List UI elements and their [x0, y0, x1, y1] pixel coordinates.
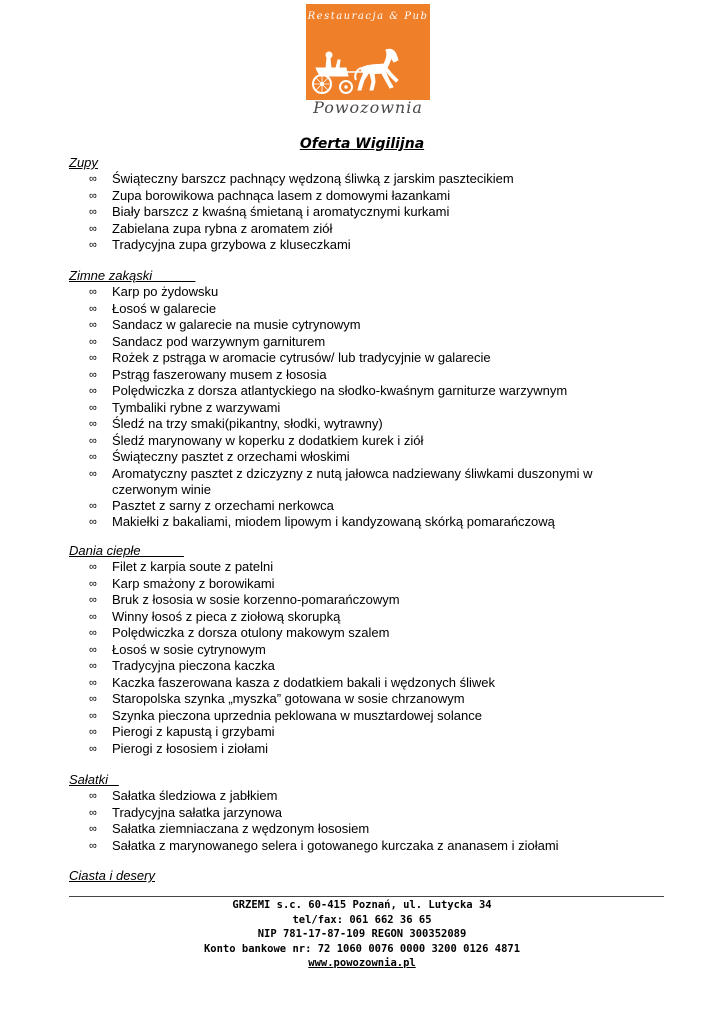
list-item: ∞ Świąteczny barszcz pachnący wędzoną śliwką z jarskim pasztecikiem	[89, 171, 514, 186]
list-item: ∞ Makiełki z bakaliami, miodem lipowym i kandyzowaną skórką pomarańczową	[89, 514, 555, 529]
list-item: ∞ Pierogi z łososiem i ziołami	[89, 740, 269, 756]
list-item: ∞ Tradycyjna pieczona kaczka	[89, 658, 275, 673]
page-title: Oferta Wigilijna	[299, 136, 425, 152]
infinity-bullet-icon: ∞	[89, 189, 97, 202]
infinity-bullet-icon: ∞	[89, 742, 97, 755]
infinity-bullet-icon: ∞	[89, 467, 97, 480]
section-list-dania-cieple	[0, 559, 724, 757]
list-item: ∞ Polędwiczka z dorsza atlantyckiego na słodko-kwaśnym garniturze warzywnym	[89, 383, 568, 398]
section-title-zupy: Zupy	[69, 155, 98, 170]
infinity-bullet-icon: ∞	[89, 401, 97, 414]
infinity-bullet-icon: ∞	[89, 451, 97, 463]
list-item: ∞ Sałatka śledziowa z jabłkiem	[89, 788, 278, 803]
infinity-bullet-icon: ∞	[89, 516, 97, 528]
footer-address: GRZEMI s.c. 60-415 Poznań, ul. Lutycka 34	[232, 899, 492, 911]
list-item: ∞ Tradycyjna zupa grzybowa z kluseczkami	[89, 237, 351, 252]
list-item: ∞ Śledź na trzy smaki(pikantny, słodki, wytrawny)	[89, 416, 383, 431]
list-item: ∞ Świąteczny pasztet z orzechami włoskimi	[89, 449, 350, 464]
footer-phone: tel/fax: 061 662 36 65	[292, 913, 432, 926]
infinity-bullet-icon: ∞	[89, 627, 97, 639]
section-list-salatki	[0, 788, 724, 854]
infinity-bullet-icon: ∞	[89, 709, 97, 722]
list-item: ∞ Sałatka z marynowanego selera i gotowanego kurczaka z ananasem i ziołami	[89, 837, 559, 853]
logo-name: Powozownia	[313, 98, 423, 117]
infinity-bullet-icon: ∞	[89, 499, 97, 512]
infinity-bullet-icon: ∞	[89, 790, 97, 802]
section-title-dania-cieple: Dania ciepłe	[69, 543, 184, 558]
list-item: ∞ Łosoś w galarecie	[89, 300, 217, 316]
infinity-bullet-icon: ∞	[89, 319, 97, 331]
infinity-bullet-icon: ∞	[89, 222, 97, 235]
list-item: ∞ Rożek z pstrąga w aromacie cytrusów/ lub tradycyjnie w galarecie	[89, 350, 491, 365]
infinity-bullet-icon: ∞	[89, 239, 97, 251]
list-item: ∞ Śledź marynowany w koperku z dodatkiem kurek i ziół	[89, 432, 424, 448]
list-item: ∞ Staropolska szynka „myszka” gotowana w sosie chrzanowym	[89, 691, 465, 706]
list-item: ∞ Szynka pieczona uprzednia peklowana w musztardowej solance	[89, 707, 482, 723]
infinity-bullet-icon: ∞	[89, 839, 97, 852]
infinity-bullet-icon: ∞	[89, 561, 97, 573]
footer-tax-ids: NIP 781-17-87-109 REGON 300352089	[257, 928, 467, 940]
list-item: ∞ Filet z karpia soute z patelni	[89, 559, 274, 574]
list-item: ∞ Pasztet z sarny z orzechami nerkowca	[89, 497, 334, 513]
infinity-bullet-icon: ∞	[89, 594, 97, 606]
footer-bank-account: Konto bankowe nr: 72 1060 0076 0000 3200 0126 4871	[203, 942, 521, 955]
list-item: ∞ Sałatka ziemniaczana z wędzonym łososiem	[89, 821, 370, 836]
list-item: ∞ Pstrąg faszerowany musem z łososia	[89, 366, 327, 382]
infinity-bullet-icon: ∞	[89, 173, 97, 185]
infinity-bullet-icon: ∞	[89, 577, 97, 590]
infinity-bullet-icon: ∞	[89, 806, 97, 819]
infinity-bullet-icon: ∞	[89, 693, 97, 705]
logo-tagline: Restauracja & Pub	[307, 11, 429, 22]
list-item: ∞ Łosoś w sosie cytrynowym	[89, 641, 266, 657]
list-item: ∞ Sandacz pod warzywnym garniturem	[89, 333, 326, 349]
infinity-bullet-icon: ∞	[89, 385, 97, 397]
section-list-zupy	[0, 171, 724, 254]
list-item: ∞ Karp smażony z borowikami	[89, 575, 275, 591]
infinity-bullet-icon: ∞	[89, 610, 97, 623]
section-title-zimne-zakaski: Zimne zakąski	[69, 268, 196, 283]
section-title-ciasta-i-desery: Ciasta i desery	[69, 868, 155, 883]
infinity-bullet-icon: ∞	[89, 726, 97, 738]
list-item: ∞ Bruk z łososia w sosie korzenno-pomarańczowym	[89, 592, 400, 607]
list-item: ∞ Kaczka faszerowana kasza z dodatkiem bakali i wędzonych śliwek	[89, 674, 495, 690]
infinity-bullet-icon: ∞	[89, 434, 97, 447]
list-item: ∞ Tradycyjna sałatka jarzynowa	[89, 804, 283, 820]
infinity-bullet-icon: ∞	[89, 643, 97, 656]
logo	[306, 4, 430, 100]
list-item: ∞ Winny łosoś z pieca z ziołową skorupką	[89, 608, 341, 624]
infinity-bullet-icon: ∞	[89, 206, 97, 218]
list-item: ∞ Pierogi z kapustą i grzybami	[89, 724, 275, 739]
infinity-bullet-icon: ∞	[89, 335, 97, 348]
footer	[0, 898, 724, 971]
website-link[interactable]: www.powozownia.pl	[308, 957, 416, 969]
list-item: ∞ Polędwiczka z dorsza otulony makowym szalem	[89, 625, 390, 640]
list-item: ∞ Zupa borowikowa pachnąca lasem z domowymi łazankami	[89, 187, 451, 203]
list-item: ∞ Aromatyczny pasztet z dziczyzny z nutą jałowca nadziewany śliwkami duszonymi w czerwonym winie	[89, 465, 593, 497]
section-list-zimne-zakaski	[0, 284, 724, 531]
infinity-bullet-icon: ∞	[89, 676, 97, 689]
infinity-bullet-icon: ∞	[89, 302, 97, 315]
list-item: ∞ Tymbaliki rybne z warzywami	[89, 399, 281, 415]
infinity-bullet-icon: ∞	[89, 418, 97, 430]
infinity-bullet-icon: ∞	[89, 352, 97, 364]
infinity-bullet-icon: ∞	[89, 823, 97, 835]
footer-divider	[69, 896, 664, 897]
list-item: ∞ Karp po żydowsku	[89, 284, 219, 299]
section-title-salatki: Sałatki	[69, 772, 119, 787]
infinity-bullet-icon: ∞	[89, 660, 97, 672]
list-item: ∞ Biały barszcz z kwaśną śmietaną i aromatycznymi kurkami	[89, 204, 450, 219]
horse-carriage-icon	[306, 24, 430, 100]
list-item: ∞ Zabielana zupa rybna z aromatem ziół	[89, 220, 333, 236]
infinity-bullet-icon: ∞	[89, 286, 97, 298]
infinity-bullet-icon: ∞	[89, 368, 97, 381]
list-item: ∞ Sandacz w galarecie na musie cytrynowym	[89, 317, 361, 332]
